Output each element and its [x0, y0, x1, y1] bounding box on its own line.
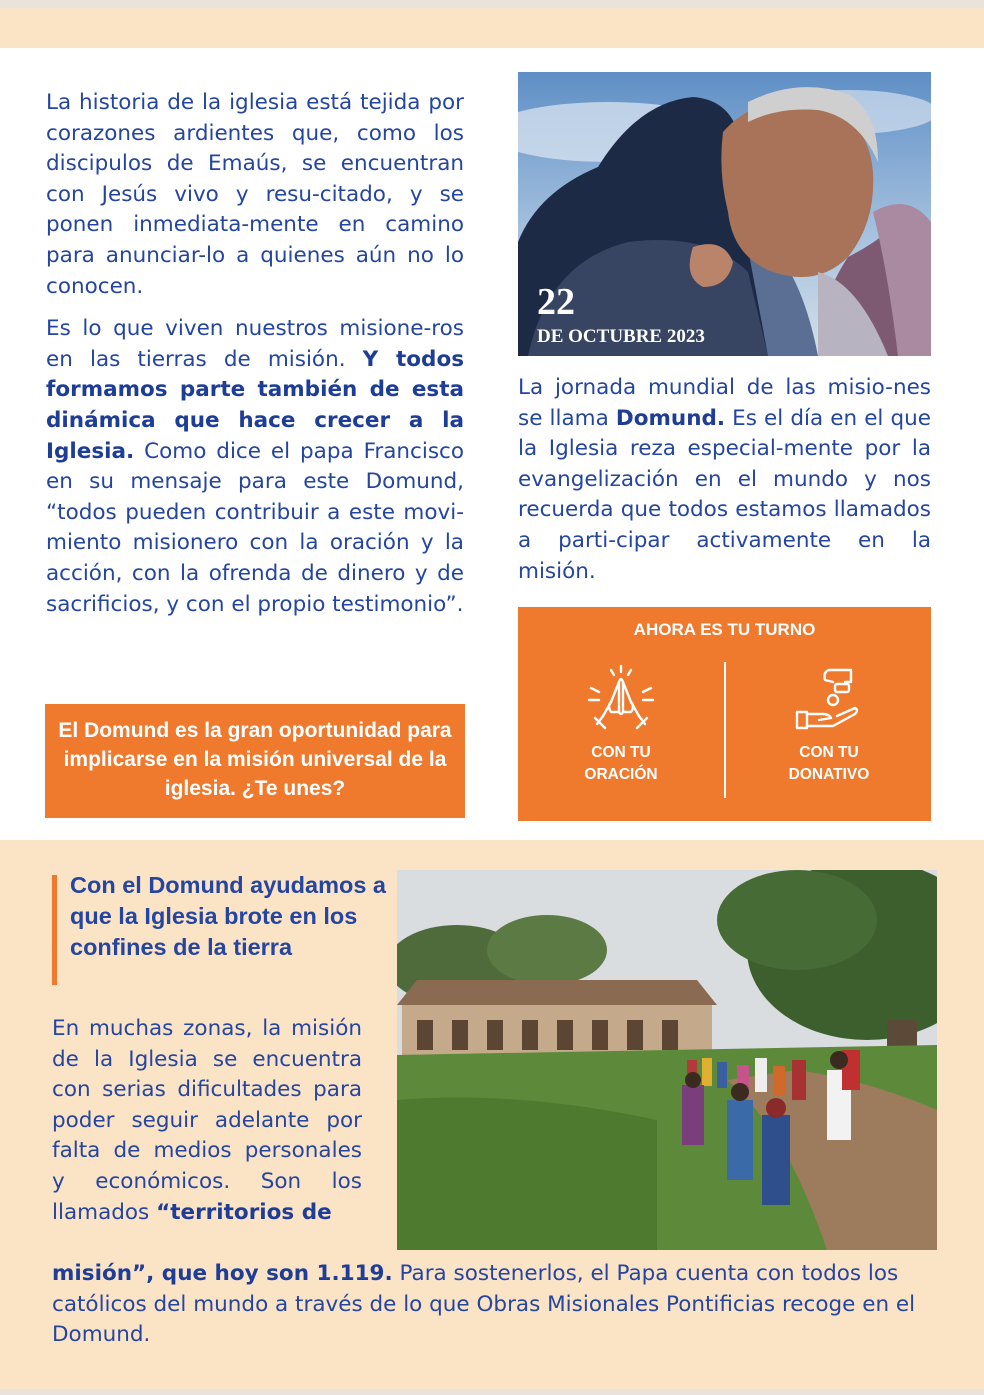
your-turn-title: AHORA ES TU TURNO — [633, 620, 816, 639]
procession-photo-illustration — [397, 870, 937, 1250]
donation-option — [726, 662, 932, 786]
bottom-paragraph-text — [52, 1014, 362, 1228]
praying-hands-icon — [581, 662, 661, 734]
procession-photo — [397, 870, 937, 1250]
bottom-paragraph-continued-text — [52, 1259, 938, 1351]
section-heading: Con el Domund ayudamos a que la Iglesia brote en los confines de la tierra — [70, 872, 386, 960]
prayer-option-line2: ORACIÓN — [584, 766, 658, 783]
intro-paragraph: La historia de la iglesia está tejida por corazones ardientes que, como los discipulos de Emaús, se encuentran con Jesús vivo y resu-citado, y se ponen inmediata-mente en camino para anunciar-lo a quienes aún no lo conocen. — [46, 90, 464, 299]
date-day: 22 — [537, 281, 575, 323]
domund-definition-paragraph — [518, 373, 931, 587]
second-paragraph — [46, 314, 464, 620]
prayer-option — [518, 662, 724, 786]
date-month: DE OCTUBRE 2023 — [537, 326, 705, 347]
event-date — [537, 282, 705, 350]
bottom-paragraph-bold-2: misión”, que hoy son 1.119. — [52, 1261, 393, 1286]
definition-start: La jornada mundial de las misio-nes se llama — [518, 375, 931, 431]
right-column — [518, 373, 931, 587]
second-paragraph-end: Como dice el papa Francisco en su mensaje para este Domund, “todos pueden contribuir a este movi-miento misionero con la oración y la acción, con la ofrenda de dinero y de sacrificios, y con el propio testimonio”. — [46, 438, 464, 617]
donation-option-line1: CON TU — [799, 744, 859, 761]
definition-end: Es el día en el que la Iglesia reza especial-mente por la evangelización en el mundo y nos recuerda que todos estamos llamados a parti-cipar activamente en la misión. — [518, 405, 931, 584]
definition-bold: Domund. — [615, 405, 726, 431]
bottom-paragraph-end: Para sostenerlos, el Papa cuenta con todos los católicos del mundo a través de lo que Obras Misionales Pontificias recoge en el Domund. — [52, 1261, 916, 1348]
prayer-option-line1: CON TU — [591, 744, 651, 761]
donation-option-line2: DONATIVO — [788, 766, 870, 783]
bottom-paragraph-bold-1: “territorios de — [156, 1199, 332, 1225]
top-band — [0, 0, 984, 48]
heading-accent-bar — [52, 875, 57, 985]
bottom-paragraph-start: En muchas zonas, la misión de la Iglesia se encuentra con serias dificultades para poder seguir adelante por falta de medios personales y económicos. Son los llamados — [52, 1016, 362, 1225]
left-column — [46, 88, 464, 620]
donation-hand-icon — [789, 662, 869, 734]
bottom-paragraph — [52, 1014, 362, 1228]
your-turn-box — [518, 607, 931, 821]
second-paragraph-start: Es lo que viven nuestros misione-ros en las tierras de misión. — [46, 316, 464, 372]
domund-callout-box: El Domund es la gran oportunidad para implicarse en la misión universal de la iglesia. ¿Te unes? — [45, 704, 465, 818]
second-paragraph-bold: Y todos formamos parte también de esta dinámica que hace crecer a la Iglesia. — [46, 346, 465, 464]
bottom-paragraph-continued — [52, 1259, 938, 1351]
